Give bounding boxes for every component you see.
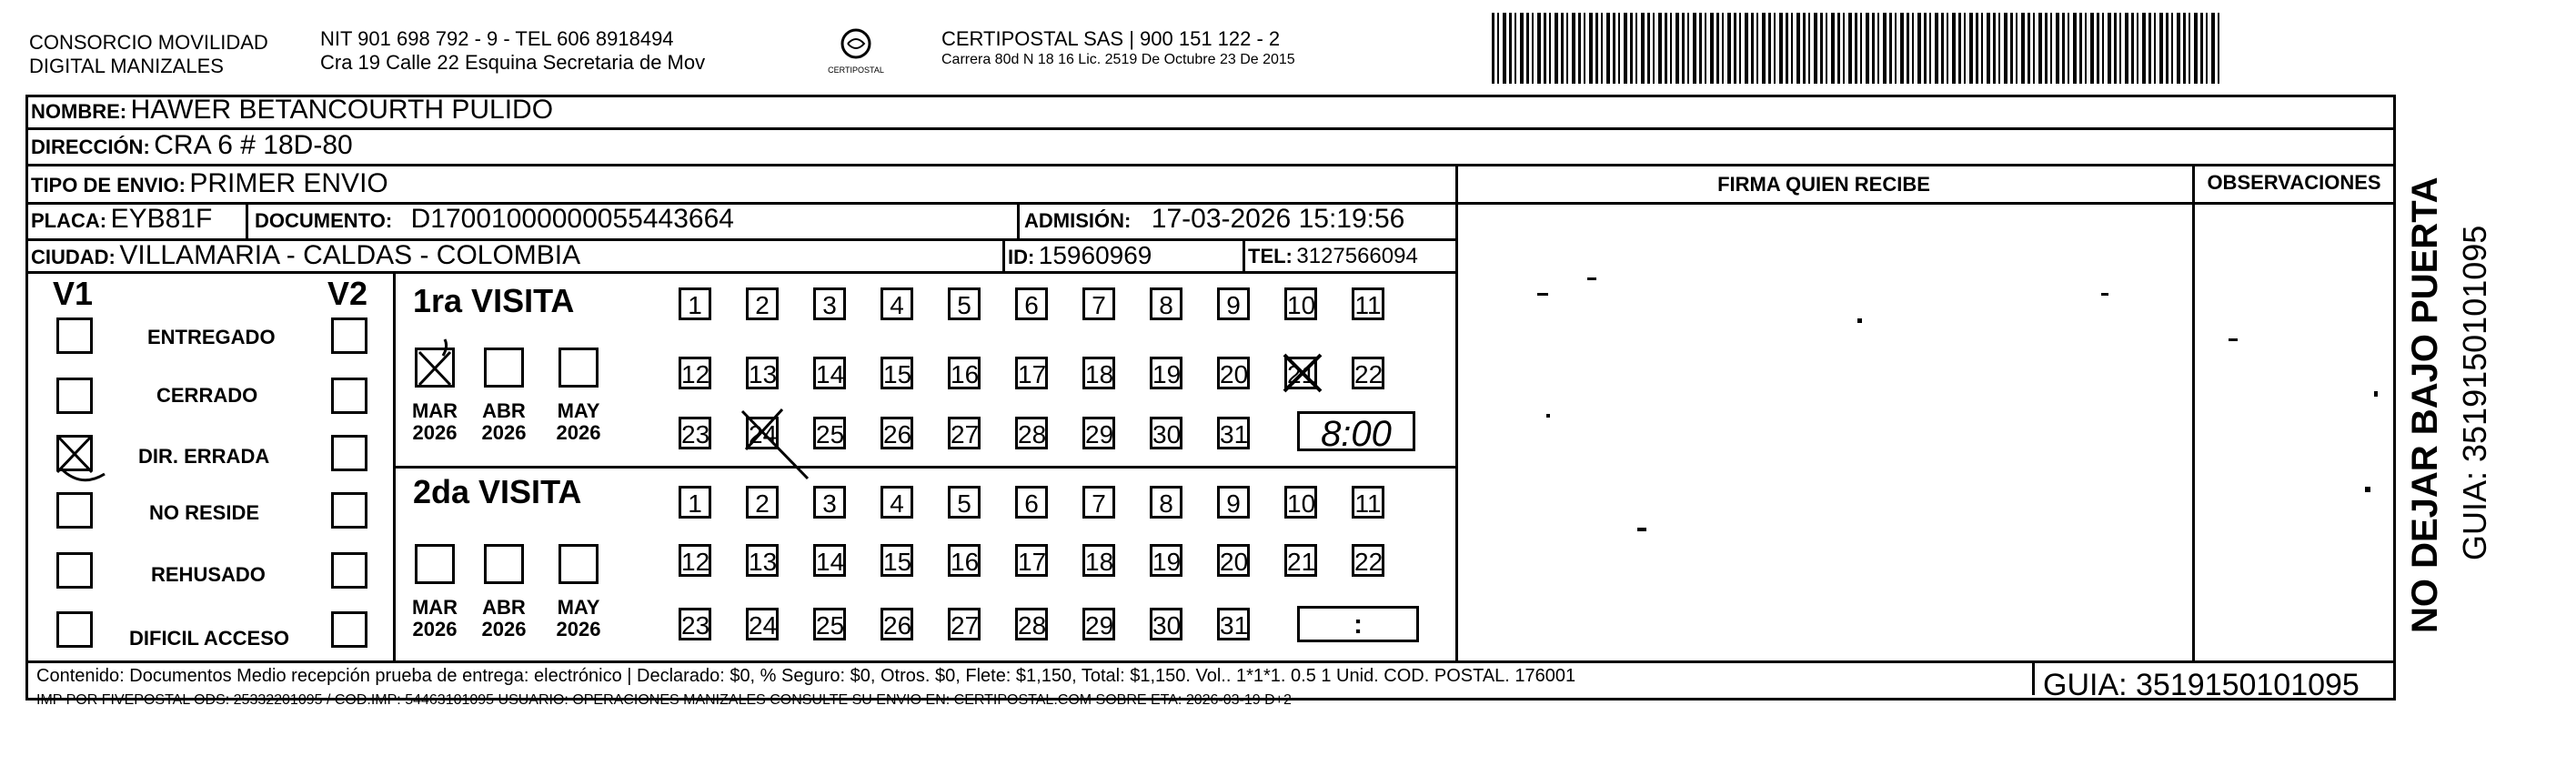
visit2-month-checkbox-may[interactable] [558,544,599,584]
svg-text:CERTIPOSTAL: CERTIPOSTAL [828,66,884,75]
ink-mark [2365,487,2370,492]
visit1-day-14[interactable]: 14 [813,357,846,389]
visit1-time-field[interactable]: 8:00 [1297,411,1415,451]
visit1-day-24[interactable]: 24 [746,417,779,449]
ink-mark [1537,293,1548,296]
visit1-month-checkbox-abr[interactable] [484,348,524,388]
side-guia-number: GUIA: 3519150101095 [2456,225,2493,560]
placa-value: EYB81F [110,204,213,234]
divider [2192,164,2195,660]
visit2-month-checkbox-mar[interactable] [415,544,455,584]
checkmark-icon [54,432,108,478]
status-label-dir-errada: DIR. ERRADA [138,445,270,468]
divider [25,164,2396,166]
visit2-day-28[interactable]: 28 [1015,608,1048,640]
visit2-day-11[interactable]: 11 [1352,486,1384,519]
visit1-day-31[interactable]: 31 [1217,417,1250,449]
visit2-day-10[interactable]: 10 [1284,486,1317,519]
certipostal-info: CERTIPOSTAL SAS | 900 151 122 - 2 Carrera 80d N 18 16 Lic. 2519 De Octubre 23 De 2015 [941,27,1295,67]
visit2-time-field[interactable]: : [1297,606,1419,642]
v2-checkbox-cerrado[interactable] [331,378,367,414]
ink-mark [2374,391,2378,397]
visit2-day-3[interactable]: 3 [813,486,846,519]
nombre-row: NOMBRE: HAWER BETANCOURTH PULIDO [31,95,554,125]
visit1-day-25[interactable]: 25 [813,417,846,449]
visit1-month-label: MAY 2026 [556,399,601,444]
certipostal-logo [824,25,888,80]
admision-field: ADMISIÓN: 17-03-2026 15:19:56 [1024,204,1405,234]
divider [393,271,396,660]
visit1-day-28[interactable]: 28 [1015,417,1048,449]
visit2-day-20[interactable]: 20 [1217,544,1250,577]
visit1-day-30[interactable]: 30 [1150,417,1182,449]
visit2-day-13[interactable]: 13 [746,544,779,577]
v1-label: V1 [53,275,94,312]
visit2-day-12[interactable]: 12 [679,544,711,577]
ciudad-value: VILLAMARIA - CALDAS - COLOMBIA [119,240,581,270]
visit1-day-11[interactable]: 11 [1352,287,1384,320]
visit2-day-16[interactable]: 16 [948,544,981,577]
documento-field: DOCUMENTO: D17001000000055443664 [255,204,734,234]
v2-label: V2 [327,275,368,312]
divider [246,202,248,238]
status-label-no-reside: NO RESIDE [149,501,260,524]
visit1-month-label: ABR 2026 [481,399,527,444]
visit2-day-17[interactable]: 17 [1015,544,1048,577]
visit1-day-21[interactable]: 21 [1284,357,1317,389]
visit2-title: 2da VISITA [413,473,582,510]
visit1-day-9[interactable]: 9 [1217,287,1250,320]
visit1-day-6[interactable]: 6 [1015,287,1048,320]
divider [1455,202,2396,205]
id-value: 15960969 [1038,241,1152,269]
visit1-day-20[interactable]: 20 [1217,357,1250,389]
visit1-day-27[interactable]: 27 [948,417,981,449]
v1-checkbox-dificil-acceso[interactable] [56,611,93,648]
observaciones-label: OBSERVACIONES [2207,171,2381,194]
visit1-title: 1ra VISITA [413,282,575,319]
status-label-entregado: ENTREGADO [147,326,276,348]
barcode [1492,13,2219,84]
id-field: ID: 15960969 [1008,241,1152,269]
tipo-envio-value: PRIMER ENVIO [189,168,388,198]
visit1-day-10[interactable]: 10 [1284,287,1317,320]
visit2-day-18[interactable]: 18 [1082,544,1115,577]
print-info-line: IMP POR FIVEPOSTAL ODS: 25332201095 / COD.IMP: 54463101095 USUARIO: OPERACIONES MANIZALES CONSULTE SU ENVIO EN: CERTIPOSTAL.COM SOBRE ETA: 2026-03-19 D+2 [36,692,1292,708]
visit1-day-29[interactable]: 29 [1082,417,1115,449]
v1-checkbox-rehusado[interactable] [56,552,93,589]
v1-checkbox-cerrado[interactable] [56,378,93,414]
visit2-day-6[interactable]: 6 [1015,486,1048,519]
contents-line: Contenido: Documentos Medio recepción prueba de entrega: electrónico | Declarado: $0, % Seguro: $0, Otros. $0, Flete: $1,150, Total: $1,150. Vol.. 1*1*1. 0.5 1 Unid. COD. POSTAL. 176001 [36,666,1576,686]
visit1-day-16[interactable]: 16 [948,357,981,389]
visit2-month-label: ABR 2026 [481,596,527,640]
visit1-day-18[interactable]: 18 [1082,357,1115,389]
visit1-month-label: MAR 2026 [411,399,458,444]
visit1-day-23[interactable]: 23 [679,417,711,449]
v1-checkbox-dir-errada[interactable] [56,435,93,471]
documento-value: D17001000000055443664 [410,204,734,234]
direccion-row: DIRECCIÓN: CRA 6 # 18D-80 [31,130,353,160]
visit2-day-7[interactable]: 7 [1082,486,1115,519]
visit1-day-4[interactable]: 4 [880,287,913,320]
ink-mark [1857,318,1862,323]
divider [1243,238,1245,271]
divider [25,127,2396,130]
visit2-day-19[interactable]: 19 [1150,544,1182,577]
visit2-day-25[interactable]: 25 [813,608,846,640]
v2-checkbox-dir-errada[interactable] [331,435,367,471]
visit2-day-30[interactable]: 30 [1150,608,1182,640]
v2-checkbox-rehusado[interactable] [331,552,367,589]
cross-mark-icon [1281,351,1324,395]
divider [1002,238,1005,271]
divider [1455,164,1458,660]
visit2-day-4[interactable]: 4 [880,486,913,519]
visit2-day-9[interactable]: 9 [1217,486,1250,519]
visit2-day-14[interactable]: 14 [813,544,846,577]
visit2-day-21[interactable]: 21 [1284,544,1317,577]
v1-checkbox-entregado[interactable] [56,317,93,354]
divider [2032,660,2035,695]
ink-mark [2229,338,2238,341]
placa-field: PLACA: EYB81F [31,204,213,234]
visit1-day-2[interactable]: 2 [746,287,779,320]
cross-mark-icon [739,406,811,482]
status-label-dificil-acceso: DIFICIL ACCESO [129,627,290,650]
visit1-day-19[interactable]: 19 [1150,357,1182,389]
visit1-month-checkbox-may[interactable] [558,348,599,388]
tel-field: TEL: 3127566094 [1248,244,1418,268]
visit2-day-15[interactable]: 15 [880,544,913,577]
divider [25,660,2396,663]
visit1-day-3[interactable]: 3 [813,287,846,320]
ciudad-field: CIUDAD: VILLAMARIA - CALDAS - COLOMBIA [31,240,581,270]
visit2-day-31[interactable]: 31 [1217,608,1250,640]
tipo-envio-row: TIPO DE ENVIO: PRIMER ENVIO [31,168,388,198]
v1-checkbox-no-reside[interactable] [56,492,93,529]
visit2-day-26[interactable]: 26 [880,608,913,640]
ink-mark [1546,414,1550,418]
divider [1017,202,1020,238]
v2-checkbox-entregado[interactable] [331,317,367,354]
visit1-day-13[interactable]: 13 [746,357,779,389]
checkmark-icon [412,338,463,388]
guia-number: GUIA: 3519150101095 [2043,668,2360,702]
visit2-day-8[interactable]: 8 [1150,486,1182,519]
visit2-day-1[interactable]: 1 [679,486,711,519]
visit2-day-23[interactable]: 23 [679,608,711,640]
direccion-value: CRA 6 # 18D-80 [154,130,353,160]
nombre-value: HAWER BETANCOURTH PULIDO [130,95,554,125]
visit1-day-17[interactable]: 17 [1015,357,1048,389]
v2-checkbox-no-reside[interactable] [331,492,367,529]
visit1-day-15[interactable]: 15 [880,357,913,389]
visit1-day-1[interactable]: 1 [679,287,711,320]
visit2-day-27[interactable]: 27 [948,608,981,640]
visit2-day-5[interactable]: 5 [948,486,981,519]
visit1-day-8[interactable]: 8 [1150,287,1182,320]
visit2-day-22[interactable]: 22 [1352,544,1384,577]
ink-mark [1587,277,1596,280]
visit1-month-checkbox-mar[interactable] [415,348,455,388]
visit1-day-5[interactable]: 5 [948,287,981,320]
ink-mark [2101,293,2108,296]
v2-checkbox-dificil-acceso[interactable] [331,611,367,648]
visit2-day-2[interactable]: 2 [746,486,779,519]
visit2-month-checkbox-abr[interactable] [484,544,524,584]
visit2-month-label: MAR 2026 [411,596,458,640]
admision-value: 17-03-2026 15:19:56 [1151,204,1405,234]
visit1-day-7[interactable]: 7 [1082,287,1115,320]
visit1-day-12[interactable]: 12 [679,357,711,389]
no-dejar-bajo-puerta-warning: NO DEJAR BAJO PUERTA [2405,176,2445,633]
consortium-name: CONSORCIO MOVILIDAD DIGITAL MANIZALES [29,31,268,77]
divider [25,271,1455,274]
visit1-day-22[interactable]: 22 [1352,357,1384,389]
status-label-rehusado: REHUSADO [151,563,266,586]
visit2-day-29[interactable]: 29 [1082,608,1115,640]
visit2-month-label: MAY 2026 [556,596,601,640]
ink-mark [1637,528,1646,531]
status-label-cerrado: CERRADO [156,384,258,407]
divider [393,466,1455,469]
firma-label: FIRMA QUIEN RECIBE [1717,173,1930,196]
tel-value: 3127566094 [1296,244,1418,268]
visit2-day-24[interactable]: 24 [746,608,779,640]
visit1-day-26[interactable]: 26 [880,417,913,449]
consortium-contact: NIT 901 698 792 - 9 - TEL 606 8918494 Cra 19 Calle 22 Esquina Secretaria de Mov [320,27,706,74]
